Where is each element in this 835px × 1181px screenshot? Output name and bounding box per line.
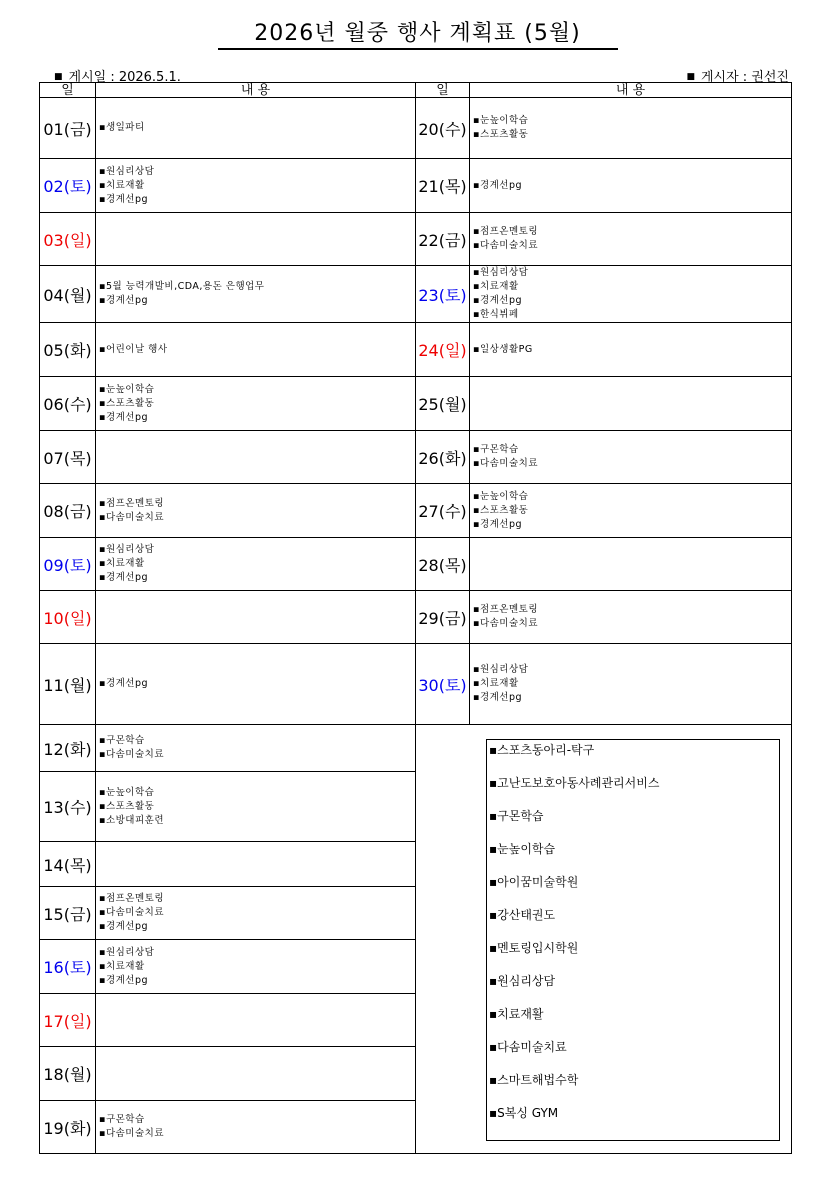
day-events (470, 159, 792, 213)
event-item: ▪ 점프온멘토링 (99, 497, 415, 511)
program-item: ▪ 강산태권도 (489, 907, 659, 940)
day-label: 21(목) (416, 159, 470, 213)
event-item: ▪ 스포츠활동 (473, 128, 791, 142)
page-title: 2026년 월중 행사 계획표 (5월) (254, 21, 581, 46)
header-content-left: 내 용 (96, 83, 416, 98)
event-item: ▪ 경계선pg (99, 571, 415, 585)
program-item: ▪ 아이꿈미술학원 (489, 874, 659, 907)
day-events (470, 266, 792, 323)
day-events (96, 1047, 416, 1101)
table-row (40, 377, 792, 431)
program-list (489, 742, 659, 1138)
event-item: ▪ 치료재활 (99, 557, 415, 571)
day-label: 08(금) (40, 484, 96, 538)
event-item: ▪ 경계선pg (473, 518, 791, 532)
event-item: ▪ 눈높이학습 (473, 114, 791, 128)
program-item: ▪ 원심리상담 (489, 973, 659, 1006)
schedule-table (39, 82, 792, 1154)
posted-date-text: 게시일 : 2026.5.1. (68, 70, 181, 85)
table-row (40, 725, 792, 772)
table-row (40, 159, 792, 213)
day-events (96, 725, 416, 772)
event-item: ▪ 소방대피훈련 (99, 814, 415, 828)
event-item: ▪ 구몬학습 (473, 443, 791, 457)
day-events (470, 98, 792, 159)
event-item: ▪ 5월 능력개발비,CDA,용돈 은행업무 (99, 280, 415, 294)
day-label: 14(목) (40, 842, 96, 887)
event-item: ▪ 원심리상담 (473, 663, 791, 677)
event-item: ▪ 원심리상담 (99, 543, 415, 557)
day-events (96, 266, 416, 323)
event-item: ▪ 경계선pg (99, 677, 415, 691)
day-events (96, 591, 416, 644)
event-item: ▪ 다솜미술치료 (99, 748, 415, 762)
event-item: ▪ 경계선pg (473, 691, 791, 705)
day-label: 10(일) (40, 591, 96, 644)
event-item: ▪ 경계선pg (99, 193, 415, 207)
title-underline (218, 48, 618, 50)
table-row (40, 644, 792, 725)
table-row (40, 213, 792, 266)
event-item: ▪ 스포츠활동 (99, 800, 415, 814)
table-row (40, 591, 792, 644)
day-events (96, 1101, 416, 1154)
day-events (470, 591, 792, 644)
day-label: 28(목) (416, 538, 470, 591)
event-item: ▪ 원심리상담 (473, 266, 791, 280)
event-item: ▪ 경계선pg (99, 294, 415, 308)
event-item: ▪ 경계선pg (473, 294, 791, 308)
day-label: 06(수) (40, 377, 96, 431)
header-day-left: 일 (40, 83, 96, 98)
day-label: 20(수) (416, 98, 470, 159)
day-label: 26(화) (416, 431, 470, 484)
day-label: 15(금) (40, 887, 96, 940)
day-events (96, 644, 416, 725)
event-item: ▪ 치료재활 (99, 960, 415, 974)
program-item: ▪ 스마트해법수학 (489, 1072, 659, 1105)
table-row (40, 98, 792, 159)
day-events (96, 377, 416, 431)
table-header-row (40, 83, 792, 98)
event-item: ▪ 치료재활 (99, 179, 415, 193)
day-label: 01(금) (40, 98, 96, 159)
event-item: ▪ 경계선pg (99, 411, 415, 425)
event-item: ▪ 점프온멘토링 (99, 892, 415, 906)
square-bullet-icon: ■ (54, 72, 63, 82)
day-events (470, 431, 792, 484)
event-item: ▪ 일상생활PG (473, 343, 791, 357)
day-label: 29(금) (416, 591, 470, 644)
event-item: ▪ 치료재활 (473, 280, 791, 294)
day-events (470, 538, 792, 591)
event-item: ▪ 다솜미술치료 (473, 239, 791, 253)
day-label: 17(일) (40, 994, 96, 1047)
event-item: ▪ 원심리상담 (99, 165, 415, 179)
day-events (96, 484, 416, 538)
event-item: ▪ 경계선pg (99, 974, 415, 988)
day-label: 16(토) (40, 940, 96, 994)
event-item: ▪ 다솜미술치료 (473, 617, 791, 631)
program-item: ▪ 멘토링입시학원 (489, 940, 659, 973)
event-item: ▪ 다솜미술치료 (473, 457, 791, 471)
event-item: ▪ 구몬학습 (99, 1113, 415, 1127)
day-label: 19(화) (40, 1101, 96, 1154)
event-item: ▪ 다솜미술치료 (99, 906, 415, 920)
program-item: ▪ 스포츠동아리-탁구 (489, 742, 659, 775)
header-content-right: 내 용 (470, 83, 792, 98)
schedule-body (40, 83, 792, 1154)
day-events (470, 377, 792, 431)
day-events (96, 842, 416, 887)
day-label: 25(월) (416, 377, 470, 431)
day-events (96, 98, 416, 159)
event-item: ▪ 스포츠활동 (473, 504, 791, 518)
day-label: 04(월) (40, 266, 96, 323)
header-day-right: 일 (416, 83, 470, 98)
table-row (40, 538, 792, 591)
event-item: ▪ 스포츠활동 (99, 397, 415, 411)
day-events (470, 323, 792, 377)
day-events (470, 213, 792, 266)
day-events (470, 484, 792, 538)
program-legend-cell (416, 725, 792, 1154)
program-item: ▪ 치료재활 (489, 1006, 659, 1039)
day-label: 24(일) (416, 323, 470, 377)
event-item: ▪ 원심리상담 (99, 946, 415, 960)
day-events (96, 323, 416, 377)
program-item: ▪ 고난도보호아동사례관리서비스 (489, 775, 659, 808)
event-item: ▪ 눈높이학습 (99, 383, 415, 397)
day-label: 27(수) (416, 484, 470, 538)
program-item: ▪ 눈높이학습 (489, 841, 659, 874)
event-item: ▪ 눈높이학습 (473, 490, 791, 504)
day-events (470, 644, 792, 725)
table-row (40, 323, 792, 377)
day-label: 02(토) (40, 159, 96, 213)
day-events (96, 538, 416, 591)
day-label: 23(토) (416, 266, 470, 323)
event-item: ▪ 다솜미술치료 (99, 1127, 415, 1141)
day-events (96, 431, 416, 484)
program-item: ▪ 다솜미술치료 (489, 1039, 659, 1072)
event-item: ▪ 치료재활 (473, 677, 791, 691)
program-legend-box (486, 739, 780, 1141)
event-item: ▪ 구몬학습 (99, 734, 415, 748)
event-item: ▪ 점프온멘토링 (473, 603, 791, 617)
day-events (96, 213, 416, 266)
table-row (40, 266, 792, 323)
event-item: ▪ 점프온멘토링 (473, 225, 791, 239)
day-label: 05(화) (40, 323, 96, 377)
day-label: 13(수) (40, 772, 96, 842)
day-events (96, 159, 416, 213)
event-item: ▪ 생일파티 (99, 121, 415, 135)
event-item: ▪ 경계선pg (99, 920, 415, 934)
program-item: ▪ 구몬학습 (489, 808, 659, 841)
day-label: 22(금) (416, 213, 470, 266)
program-item: ▪ S복싱 GYM (489, 1105, 659, 1138)
day-label: 03(일) (40, 213, 96, 266)
event-item: ▪ 어린이날 행사 (99, 343, 415, 357)
day-label: 07(목) (40, 431, 96, 484)
square-bullet-icon: ■ (686, 72, 695, 82)
day-label: 09(토) (40, 538, 96, 591)
event-item: ▪ 눈높이학습 (99, 786, 415, 800)
day-events (96, 940, 416, 994)
event-item: ▪ 한식뷔페 (473, 308, 791, 322)
table-row (40, 484, 792, 538)
event-item: ▪ 다솜미술치료 (99, 511, 415, 525)
day-events (96, 994, 416, 1047)
event-item: ▪ 경계선pg (473, 179, 791, 193)
day-events (96, 772, 416, 842)
day-label: 11(월) (40, 644, 96, 725)
day-label: 12(화) (40, 725, 96, 772)
table-row (40, 431, 792, 484)
day-label: 18(월) (40, 1047, 96, 1101)
day-events (96, 887, 416, 940)
day-label: 30(토) (416, 644, 470, 725)
poster-name-text: 게시자 : 권선진 (701, 70, 789, 85)
